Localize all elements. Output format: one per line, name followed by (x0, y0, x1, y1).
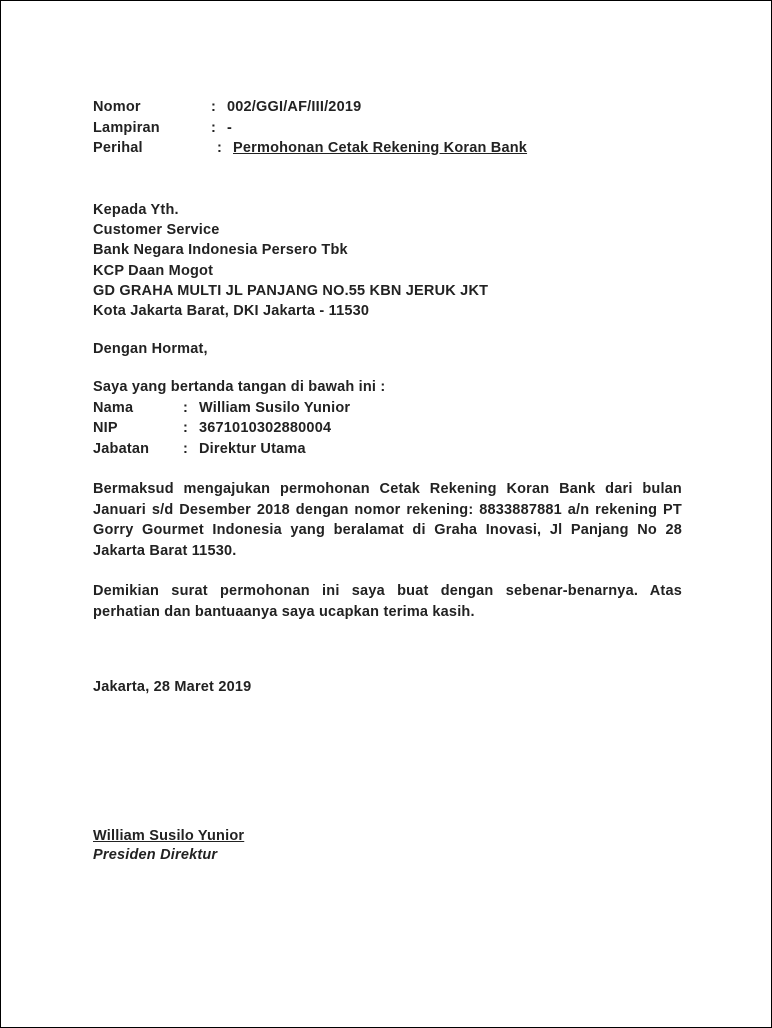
nomor-row (93, 98, 361, 116)
recipient-line: Kepada Yth. (93, 202, 179, 218)
nama-colon: : (183, 400, 189, 416)
perihal-value: Permohonan Cetak Rekening Koran Bank (233, 140, 528, 156)
nip-value: 3671010302880004 (199, 420, 332, 436)
nip-label: NIP (93, 420, 118, 436)
nama-row (93, 399, 350, 417)
recipient-line: KCP Daan Mogot (93, 263, 214, 279)
lampiran-label: Lampiran (93, 120, 160, 136)
nomor-label: Nomor (93, 99, 141, 115)
recipient-line: Customer Service (93, 222, 220, 238)
jabatan-row (93, 440, 306, 458)
nomor-colon: : (211, 99, 217, 115)
lampiran-value: - (227, 120, 233, 136)
lampiran-row (93, 119, 232, 137)
jabatan-value: Direktur Utama (199, 441, 306, 457)
greeting: Dengan Hormat, (93, 341, 208, 357)
perihal-row (93, 139, 527, 157)
nip-row (93, 419, 331, 437)
signature-name: William Susilo Yunior (93, 828, 245, 844)
recipient-line: Bank Negara Indonesia Persero Tbk (93, 242, 348, 258)
nama-value: William Susilo Yunior (199, 400, 351, 416)
perihal-label: Perihal (93, 140, 143, 156)
jabatan-colon: : (183, 441, 189, 457)
nama-label: Nama (93, 400, 134, 416)
body-paragraph: Bermaksud mengajukan permohonan Cetak Rekening Koran Bank dari bulan Januari s/d Desember 2018 dengan nomor rekening: 8833887881 a/n rekening PT Gorry Gourmet Indonesia yang beralamat di Graha Inovasi, Jl Panjang No 28 Jakarta Barat 11530. (93, 481, 682, 559)
intro-line: Saya yang bertanda tangan di bawah ini : (93, 379, 386, 395)
nip-colon: : (183, 420, 189, 436)
signature-title: Presiden Direktur (93, 847, 218, 863)
place-date: Jakarta, 28 Maret 2019 (93, 679, 252, 695)
lampiran-colon: : (211, 120, 217, 136)
closing-paragraph: Demikian surat permohonan ini saya buat dengan sebenar-benarnya. Atas perhatian dan bantuaanya saya ucapkan terima kasih. (93, 583, 682, 620)
recipient-line: GD GRAHA MULTI JL PANJANG NO.55 KBN JERUK JKT (93, 283, 489, 299)
perihal-colon: : (217, 140, 223, 156)
nomor-value: 002/GGI/AF/III/2019 (227, 99, 362, 115)
jabatan-label: Jabatan (93, 441, 150, 457)
recipient-line: Kota Jakarta Barat, DKI Jakarta - 11530 (93, 303, 370, 319)
